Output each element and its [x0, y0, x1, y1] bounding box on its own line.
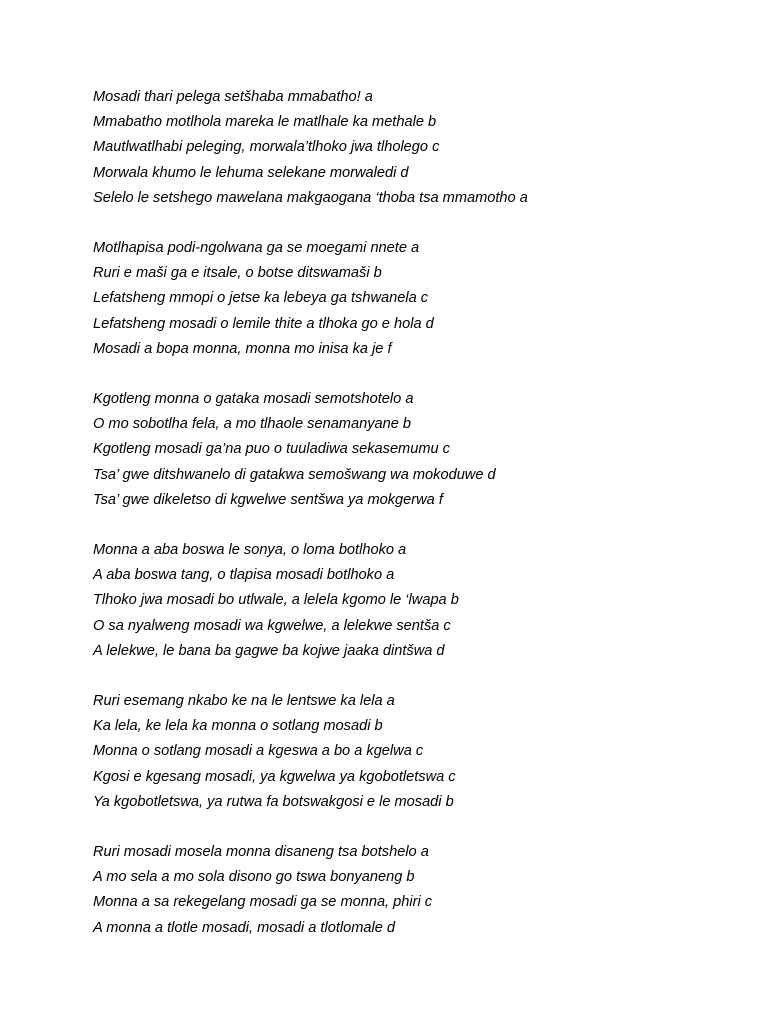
poem-line: Ruri esemang nkabo ke na le lentswe ka lela a: [93, 693, 395, 710]
poem-line: Motlhapisa podi-ngolwana ga se moegami nnete a: [93, 240, 420, 257]
poem-line: Ruri e maši ga e itsale, o botse ditswamaši b: [93, 265, 382, 282]
poem-line: Ya kgobotletswa, ya rutwa fa botswakgosi e le mosadi b: [93, 793, 454, 810]
poem-line: Tlhoko jwa mosadi bo utlwale, a lelela kgomo le ‘lwapa b: [93, 592, 459, 609]
poem-line: Morwala khumo le lehuma selekane morwaledi d: [93, 164, 409, 181]
poem-line: A monna a tlotle mosadi, mosadi a tlotlomale d: [93, 919, 396, 936]
poem: [93, 85, 733, 966]
poem-line: Mosadi thari pelega setšhaba mmabatho! a: [93, 89, 373, 105]
stanza-2: [93, 236, 733, 362]
poem-line: Ruri mosadi mosela monna disaneng tsa botshelo a: [93, 844, 429, 861]
poem-line: Kgosi e kgesang mosadi, ya kgwelwa ya kgobotletswa c: [93, 768, 456, 785]
stanza-5: [93, 689, 733, 815]
poem-line: A mo sela a mo sola disono go tswa bonyaneng b: [93, 869, 415, 886]
poem-line: O sa nyalweng mosadi wa kgwelwe, a lelekwe sentša c: [93, 617, 451, 634]
poem-line: Tsa’ gwe dikeletso di kgwelwe sentšwa ya mokgerwa f: [93, 491, 443, 508]
poem-line: Kgotleng mosadi ga’na puo o tuuladiwa sekasemumu c: [93, 441, 450, 458]
poem-line: A lelekwe, le bana ba gagwe ba kojwe jaaka dintšwa d: [93, 642, 445, 659]
stanza-3: [93, 387, 733, 513]
poem-line: Ka lela, ke lela ka monna o sotlang mosadi b: [93, 718, 383, 735]
poem-line: Selelo le setshego mawelana makgaogana ‘thoba tsa mmamotho a: [93, 189, 528, 206]
poem-line: A aba boswa tang, o tlapisa mosadi botlhoko a: [93, 567, 395, 584]
poem-line: Monna a sa rekegelang mosadi ga se monna, phiri c: [93, 894, 433, 911]
poem-line: Monna o sotlang mosadi a kgeswa a bo a kgelwa c: [93, 743, 424, 760]
poem-line: Monna a aba boswa le sonya, o loma botlhoko a: [93, 542, 407, 559]
poem-line: O mo sobotlha fela, a mo tlhaole senamanyane b: [93, 416, 412, 433]
poem-line: Lefatsheng mmopi o jetse ka lebeya ga tshwanela c: [93, 290, 429, 307]
poem-line: Mosadi a bopa monna, monna mo inisa ka je f: [93, 340, 392, 357]
poem-line: Lefatsheng mosadi o lemile thite a tlhoka go e hola d: [93, 315, 434, 332]
stanza-1: [93, 85, 733, 211]
poem-line: Mautlwatlhabi peleging, morwala’tlhoko jwa tlholego c: [93, 139, 440, 156]
poem-line: Mmabatho motlhola mareka le matlhale ka methale b: [93, 114, 437, 131]
stanza-6: [93, 840, 733, 941]
stanza-4: [93, 538, 733, 664]
poem-line: Tsa’ gwe ditshwanelo di gatakwa semošwang wa mokoduwe d: [93, 466, 496, 483]
poem-line: Kgotleng monna o gataka mosadi semotshotelo a: [93, 391, 414, 408]
